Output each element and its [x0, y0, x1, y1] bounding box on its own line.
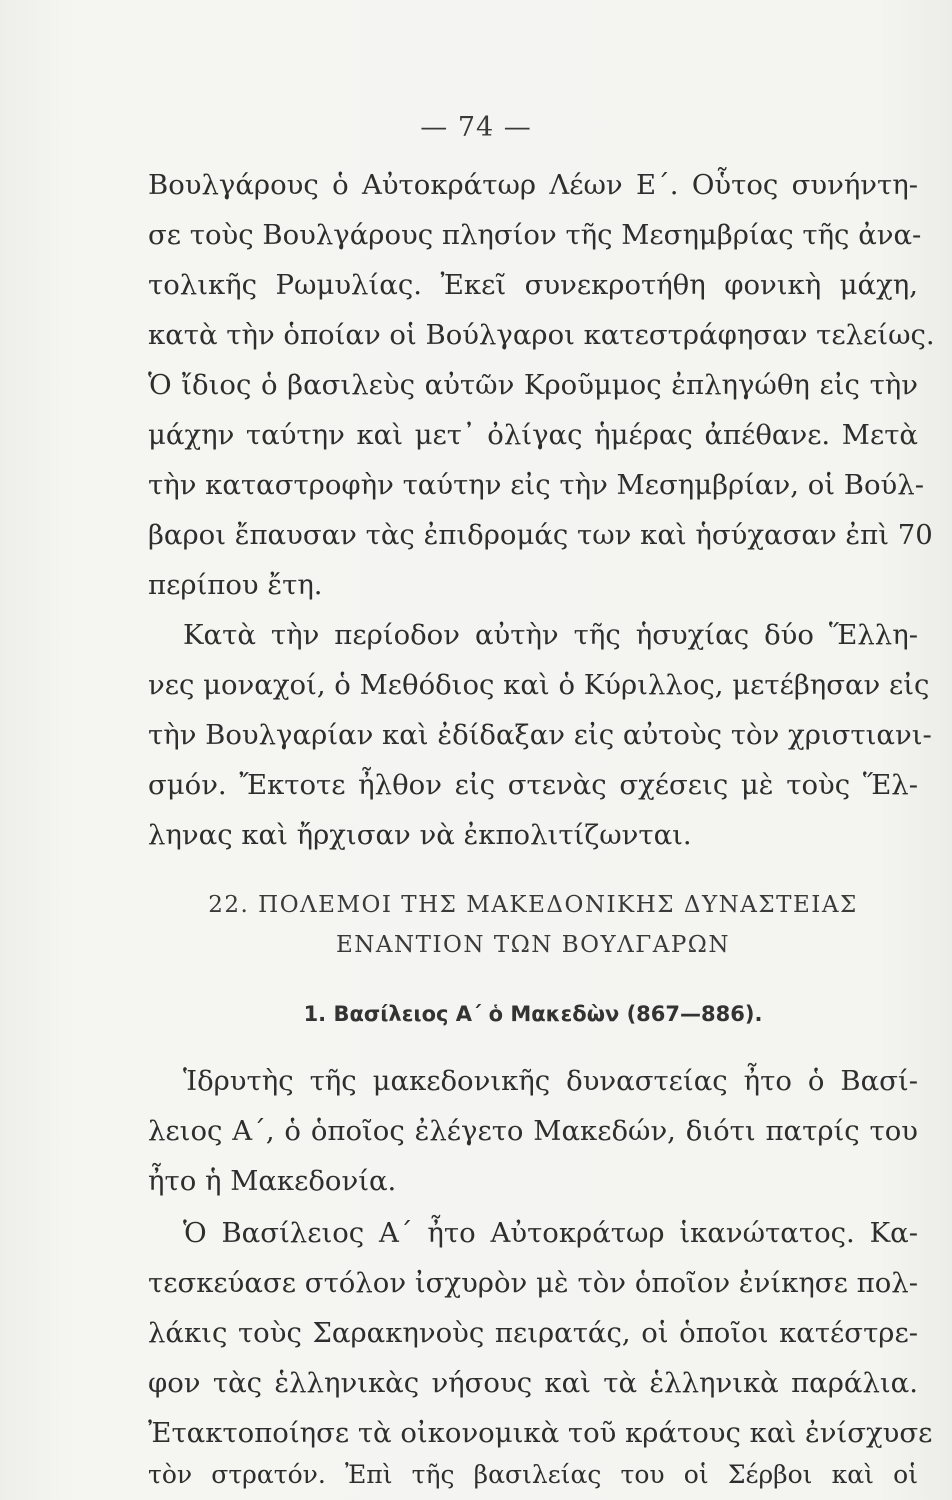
- text-line: τεσκεύασε στόλον ἰσχυρὸν μὲ τὸν ὁποῖον ἐνίκησε πολ-: [148, 1267, 918, 1299]
- text-line: βαροι ἔπαυσαν τὰς ἐπιδρομάς των καὶ ἡσύχασαν ἐπὶ 70: [148, 519, 933, 551]
- text-line: τὴν καταστροφὴν ταύτην εἰς τὴν Μεσημβρίαν, οἱ Βούλ-: [148, 469, 924, 501]
- text-line: Ἐτακτοποίησε τὰ οἰκονομικὰ τοῦ κράτους καὶ ἐνίσχυσε: [148, 1417, 933, 1449]
- text-line: λειος Α΄, ὁ ὁποῖος ἐλέγετο Μακεδών, διότι πατρίς του: [148, 1115, 918, 1147]
- text-line: τολικῆς Ρωμυλίας. Ἐκεῖ συνεκροτήθη φονικὴ μάχη,: [148, 269, 918, 301]
- text-line: σε τοὺς Βουλγάρους πλησίον τῆς Μεσημβρίας τῆς ἀνα-: [148, 219, 922, 251]
- text-line: Βουλγάρους ὁ Αὐτοκράτωρ Λέων Ε΄. Οὗτος συνήντη-: [148, 169, 918, 201]
- text-line: περίπου ἔτη.: [148, 569, 323, 601]
- section-heading: 22. ΠΟΛΕΜΟΙ ΤΗΣ ΜΑΚΕΔΟΝΙΚΗΣ ΔΥΝΑΣΤΕΙΑΣ: [208, 892, 858, 918]
- text-line: μάχην ταύτην καὶ μετ᾽ ὀλίγας ἡμέρας ἀπέθανε. Μετὰ: [148, 419, 918, 451]
- page-number: — 74 —: [420, 112, 532, 143]
- text-line: Ὁ ἴδιος ὁ βασιλεὺς αὐτῶν Κροῦμμος ἐπληγώθη εἰς τὴν: [148, 369, 918, 401]
- section-subheading: 1. Βασίλειος Α΄ ὁ Μακεδὼν (867—886).: [303, 1002, 763, 1026]
- text-line: νες μοναχοί, ὁ Μεθόδιος καὶ ὁ Κύριλλος, μετέβησαν εἰς: [148, 669, 930, 701]
- text-line: ἦτο ἡ Μακεδονία.: [148, 1165, 397, 1197]
- text-line: Ἱδρυτὴς τῆς μακεδονικῆς δυναστείας ἦτο ὁ Βασί-: [183, 1065, 918, 1097]
- text-line: κατὰ τὴν ὁποίαν οἱ Βούλγαροι κατεστράφησαν τελείως.: [148, 319, 935, 351]
- text-line: Κατὰ τὴν περίοδον αὐτὴν τῆς ἡσυχίας δύο Ἕλλη-: [183, 619, 918, 651]
- text-line: σμόν. Ἔκτοτε ἦλθον εἰς στενὰς σχέσεις μὲ τοὺς Ἕλ-: [148, 769, 918, 801]
- text-line: Ὁ Βασίλειος Α΄ ἦτο Αὐτοκράτωρ ἱκανώτατος. Κα-: [183, 1217, 918, 1249]
- section-heading: ΕΝΑΝΤΙΟΝ ΤΩΝ ΒΟΥΛΓΑΡΩΝ: [335, 932, 730, 958]
- text-line: τὸν στρατόν. Ἐπὶ τῆς βασιλείας του οἱ Σέρβοι καὶ οἱ: [148, 1460, 918, 1489]
- text-line: ληνας καὶ ἤρχισαν νὰ ἐκπολιτίζωνται.: [148, 819, 692, 851]
- text-line: φον τὰς ἑλληνικὰς νήσους καὶ τὰ ἑλληνικὰ παράλια.: [148, 1367, 918, 1399]
- text-line: τὴν Βουλγαρίαν καὶ ἐδίδαξαν εἰς αὐτοὺς τὸν χριστιανι-: [148, 719, 932, 751]
- text-line: λάκις τοὺς Σαρακηνοὺς πειρατάς, οἱ ὁποῖοι κατέστρε-: [148, 1317, 918, 1349]
